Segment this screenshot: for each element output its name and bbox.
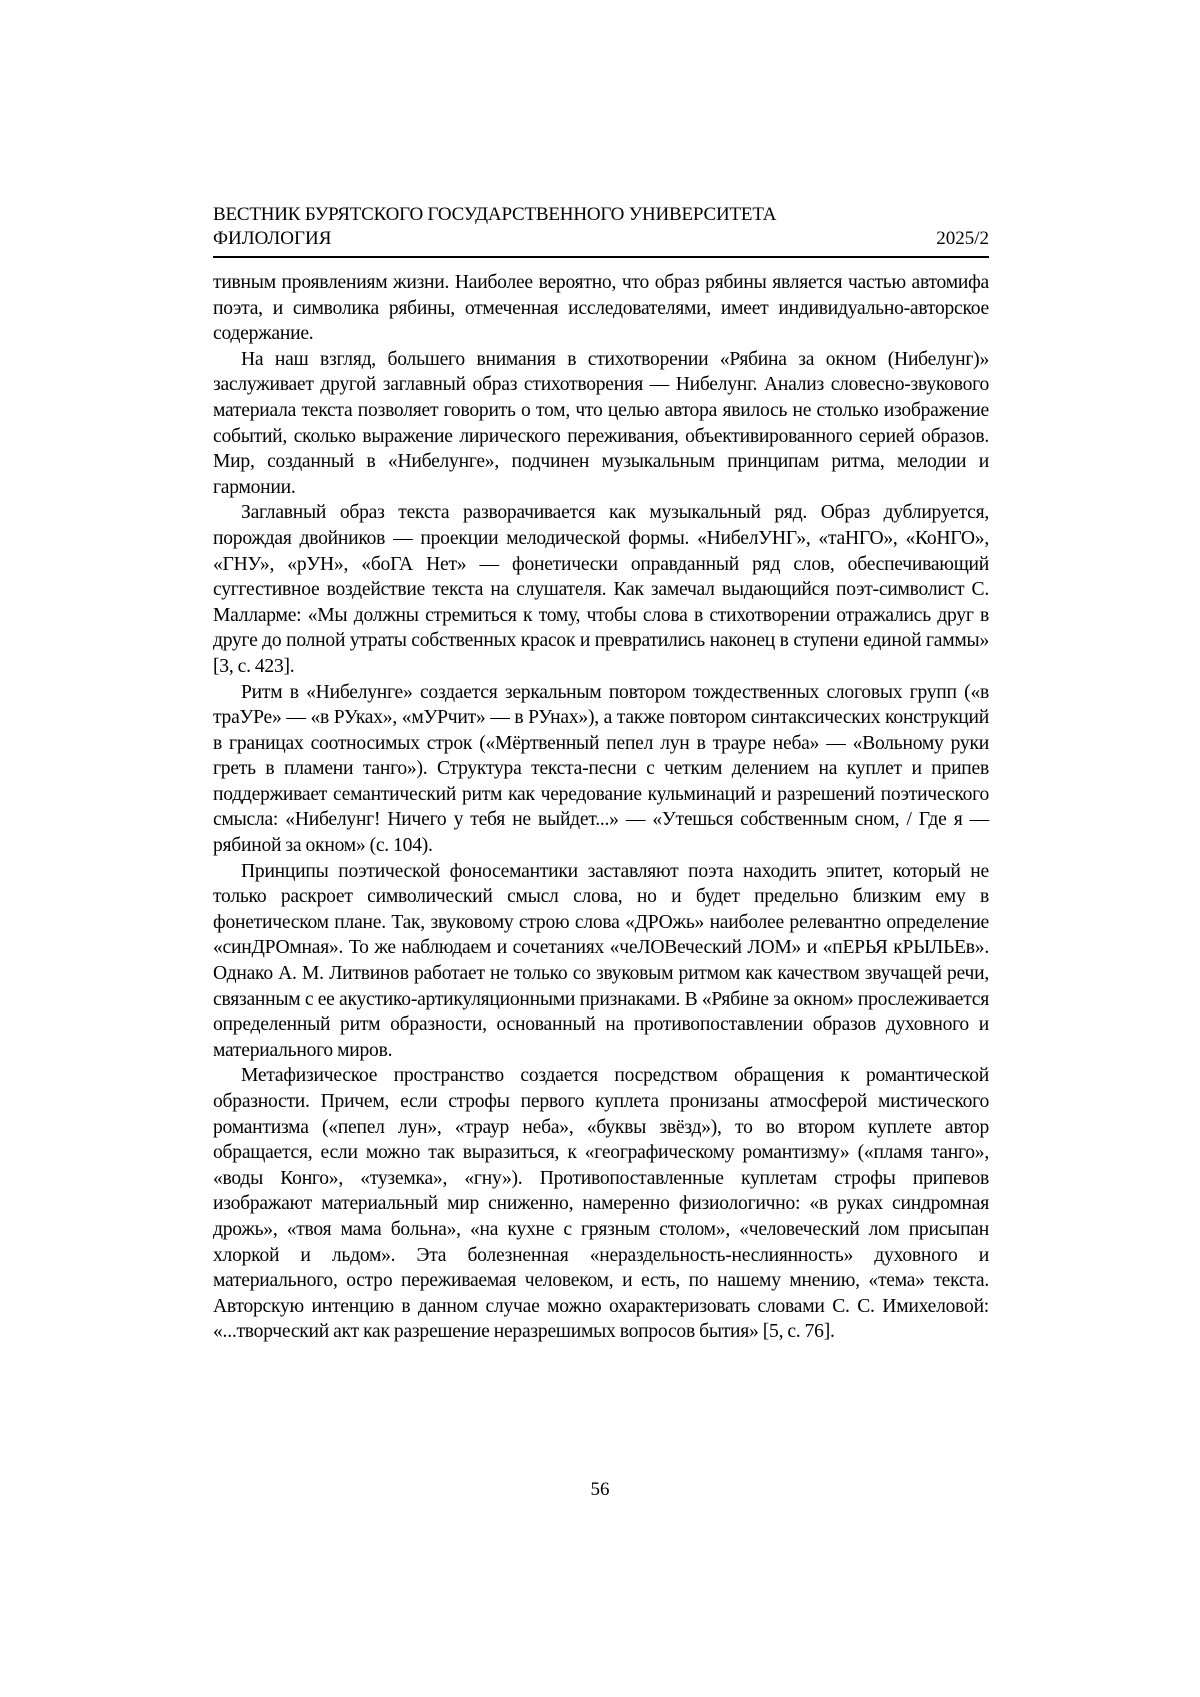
header-rule bbox=[213, 256, 989, 258]
page bbox=[213, 203, 989, 1345]
paragraph: На наш взгляд, большего внимания в стихотворении «Рябина за окном (Нибелунг)» заслуживает другой заглавный образ стихотворения — Нибелунг. Анализ словесно-звукового материала текста позволяет говорить о том, что целью автора явилось не столько изображение событий, сколько выражение лирического переживания, объективированного серией образов. Мир, созданный в «Нибелунге», подчинен музыкальным принципам ритма, мелодии и гармонии. bbox=[213, 348, 989, 498]
paragraph: Принципы поэтической фоносемантики заставляют поэта находить эпитет, который не только раскроет символический смысл слова, но и будет предельно близким ему в фонетическом плане. Так, звуковому строю слова «ДРОжь» наиболее релевантно определение «синДРОмная». То же наблюдаем и сочетаниях «чеЛОВеческий ЛОМ» и «пЕРЬЯ кРЫЛЬЕв». Однако А. М. Литвинов работает не только со звуковым ритмом как качеством звучащей речи, связанным с ее акустико-артикуляционными признаками. В «Рябине за окном» прослеживается определенный ритм образности, основанный на противопоставлении образов духовного и материального миров. bbox=[213, 860, 989, 1061]
page-number: 56 bbox=[590, 1479, 610, 1500]
header-row bbox=[213, 227, 989, 251]
paragraph-continued: тивным проявлениям жизни. Наиболее вероятно, что образ рябины является частью автомифа поэта, и символика рябины, отмеченная исследователями, имеет индивидуально-авторское содержание. bbox=[213, 272, 989, 345]
article-body bbox=[213, 270, 989, 1345]
paragraph: Ритм в «Нибелунге» создается зеркальным повтором тождественных слоговых групп («в траУРе» — «в РУках», «мУРчит» — в РУнах»), а также повтором синтаксических конструкций в границах соотносимых строк («Мёртвенный пепел лун в трауре неба» — «Вольному руки греть в пламени танго»). Структура текста-песни с четким делением на куплет и припев поддерживает семантический ритм как чередование кульминаций и разрешений поэтического смысла: «Нибелунг! Ничего у тебя не выйдет...» — «Утешься собственным сном, / Где я — рябиной за окном» (с. 104). bbox=[213, 681, 989, 857]
paragraph: Метафизическое пространство создается посредством обращения к романтической образности. Причем, если строфы первого куплета пронизаны атмосферой мистического романтизма («пепел лун», «траур неба», «буквы звёзд»), то во втором куплете автор обращается, если можно так выразиться, к «географическому романтизму» («пламя танго», «воды Конго», «туземка», «гну»). Противопоставленные куплетам строфы припевов изображают материальный мир сниженно, намеренно физиологично: «в руках синдромная дрожь», «твоя мама больна», «на кухне с грязным столом», «человеческий лом присыпан хлоркой и льдом». Эта болезненная «нераздельность-неслиянность» духовного и материального, остро переживаемая человеком, и есть, по нашему мнению, «тема» текста. Авторскую интенцию в данном случае можно охарактеризовать словами С. С. Имихеловой: «...творческий акт как разрешение неразрешимых вопросов бытия» [5, с. 76]. bbox=[213, 1065, 989, 1343]
paragraph: Заглавный образ текста разворачивается как музыкальный ряд. Образ дублируется, порождая двойников — проекции мелодической формы. «НибелУНГ», «таНГО», «КоНГО», «ГНУ», «рУН», «боГА Нет» — фонетически оправданный ряд слов, обеспечивающий суггестивное воздействие текста на слушателя. Как замечал выдающийся поэт-символист С. Малларме: «Мы должны стремиться к тому, чтобы слова в стихотворении отражались друг в друге до полной утраты собственных красок и превратились наконец в ступени единой гаммы» [3, с. 423]. bbox=[213, 502, 989, 677]
section-name: ФИЛОЛОГИЯ bbox=[213, 228, 332, 249]
running-header bbox=[213, 203, 989, 258]
journal-title: ВЕСТНИК БУРЯТСКОГО ГОСУДАРСТВЕННОГО УНИВЕРСИТЕТА bbox=[213, 204, 777, 225]
issue-number: 2025/2 bbox=[936, 228, 989, 249]
